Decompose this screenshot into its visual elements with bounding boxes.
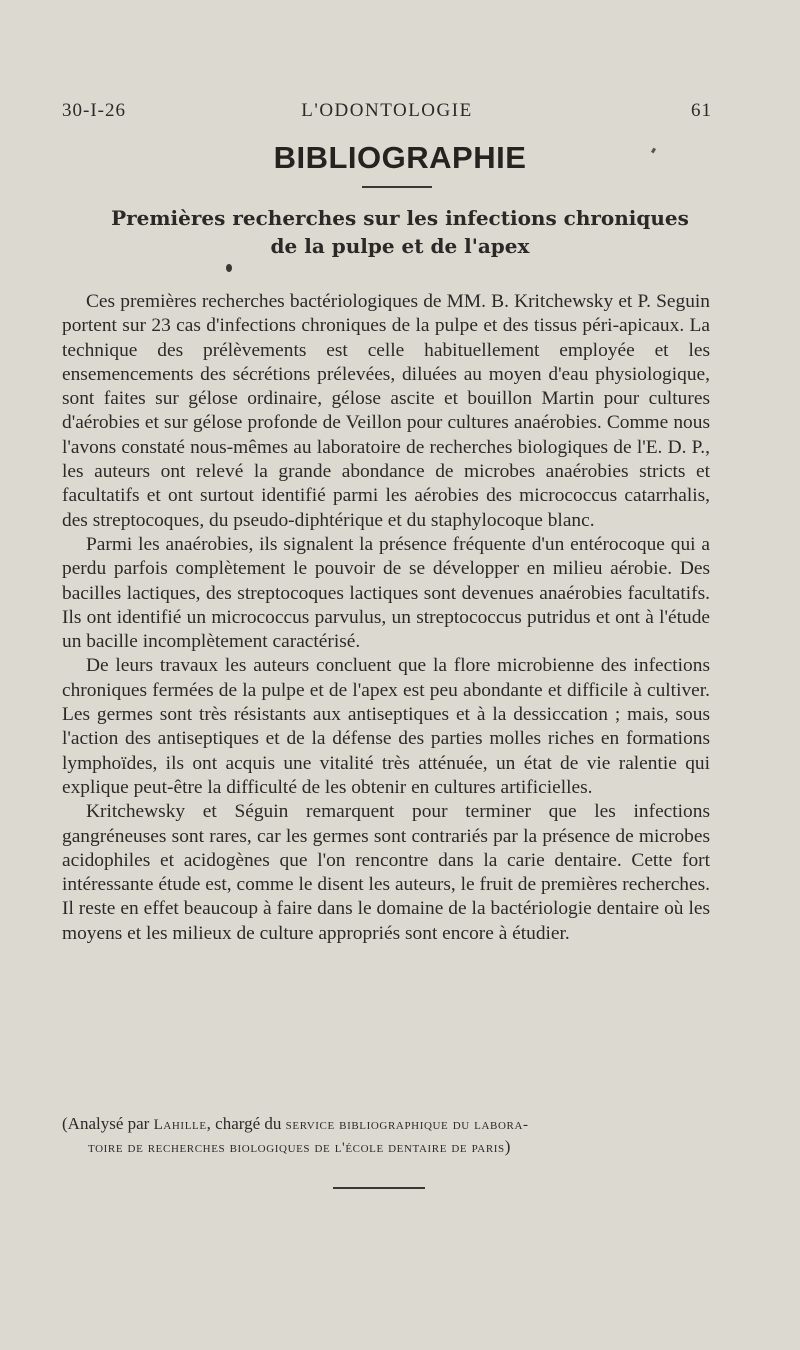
credit-middle: , chargé du (206, 1114, 282, 1133)
paragraph-4: Kritchewsky et Séguin remarquent pour terminer que les infections gangréneuses sont rares, car les germes sont contrariés par la présence de microbes acidophiles et acidogènes que l'on rencontre dans la carie dentaire. Cette fort intéressante étude est, comme le disent les auteurs, le fruit de premières recherches. Il reste en effet beaucoup à faire dans le domaine de la bactériologie dentaire où les moyens et les milieux de culture appropriés sont encore à étudier. (62, 801, 710, 944)
header-date: 30-I-26 (62, 100, 126, 121)
credit-name: Lahille (153, 1117, 207, 1133)
header-journal-title: L'ODONTOLOGIE (301, 100, 473, 121)
header-page-number: 61 (691, 100, 712, 121)
paragraph-2: Parmi les anaérobies, ils signalent la présence fréquente d'un entérocoque qui a perdu parfois complètement le pouvoir de se développer en milieu aérobie. Des bacilles lactiques, des streptocoques lactiques sont devenues anaérobies facultatifs. Ils ont identifié un micrococcus parvulus, un streptococcus putridus et ont à l'étude un bacille incomplètement caractérisé. (62, 533, 710, 653)
credit-service-line-2: toire de recherches biologiques de l'école dentaire de paris (88, 1140, 505, 1156)
article-title (0, 204, 800, 260)
credit-service-line-1: service bibliographique du labora- (285, 1117, 529, 1133)
end-divider (333, 1187, 425, 1189)
credit-prefix: (Analysé par (62, 1114, 150, 1133)
title-divider (362, 186, 432, 188)
bullet-ornament (226, 264, 232, 272)
running-header (62, 100, 712, 126)
credit-suffix: ) (504, 1137, 511, 1156)
paragraph-3: De leurs travaux les auteurs concluent que la flore microbienne des infections chroniques fermées de la pulpe et de l'apex est peu abondante et difficile à cultiver. Les germes sont très résistants aux antiseptiques et à la dessiccation ; mais, sous l'action des antiseptiques et de la défense des parties molles riches en formations lymphoïdes, ils ont acquis une vitalité très atténuée, un état de vie ralentie qui explique peut-être la difficulté de les obtenir en cultures artificielles. (62, 655, 710, 798)
analysis-credit (62, 1113, 722, 1159)
article-body (62, 290, 710, 946)
article-title-line-2: de la pulpe et de l'apex (270, 234, 530, 258)
paragraph-1: Ces premières recherches bactériologiques de MM. B. Kritchewsky et P. Seguin portent sur 23 cas d'infections chroniques de la pulpe et des tissus péri-apicaux. La technique des prélèvements est celle habituellement employée et les ensemencements des sécrétions prélevées, diluées au moyen d'eau physiologique, sont faites sur gélose ordinaire, gélose ascite et bouillon Martin pour cultures d'aérobies et sur gélose profonde de Veillon pour cultures anaérobies. Comme nous l'avons constaté nous-mêmes au laboratoire de recherches biologiques de l'E. D. P., les auteurs ont relevé la grande abondance de microbes anaérobies stricts et facultatifs et ont surtout identifié parmi les aérobies des micrococcus catarrhalis, des streptocoques, du pseudo-diphtérique et du staphylocoque blanc. (62, 291, 710, 531)
article-title-line-1: Premières recherches sur les infections chroniques (111, 206, 689, 230)
section-title: BIBLIOGRAPHIE (273, 140, 527, 175)
